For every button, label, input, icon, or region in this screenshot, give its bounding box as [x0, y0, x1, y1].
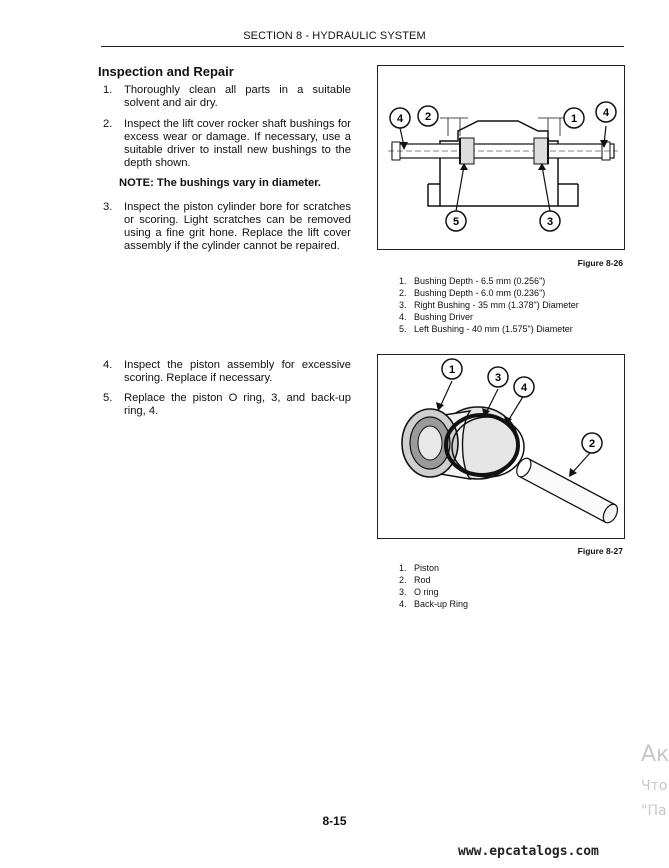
callout-2: 2 [424, 111, 432, 123]
step-4 [103, 359, 349, 385]
legend-number: 3. [399, 587, 407, 597]
step-number: 4. [103, 359, 113, 371]
callout-4: 4 [520, 382, 528, 394]
header-rule [101, 46, 624, 47]
watermark-line-2: Что [641, 778, 668, 794]
piston-assembly-diagram [378, 355, 624, 538]
page-header-title: SECTION 8 - HYDRAULIC SYSTEM [243, 30, 426, 42]
legend-text: Bushing Driver [414, 312, 474, 322]
bushing-note: NOTE: The bushings vary in diameter. [119, 177, 322, 189]
legend-number: 5. [399, 324, 407, 334]
legend-number: 4. [399, 312, 407, 322]
legend-item [399, 598, 549, 610]
figure-8-27-illustration [377, 354, 625, 539]
step-3 [103, 201, 349, 253]
step-number: 1. [103, 84, 113, 96]
step-5 [103, 392, 349, 418]
legend-item [399, 574, 549, 586]
figure-8-27-label: Figure 8-27 [577, 546, 623, 556]
watermark-line-3: "Па [641, 803, 667, 819]
step-text: Inspect the lift cover rocker shaft bushings for excess wear or damage. If necessary, use a suitable driver to install new bushings to the depth shown. [124, 118, 351, 169]
step-number: 5. [103, 392, 113, 404]
legend-text: Back-up Ring [414, 599, 469, 609]
callout-5: 5 [452, 216, 460, 228]
callout-3: 3 [546, 216, 554, 228]
step-1 [103, 84, 349, 110]
section-heading: Inspection and Repair [98, 64, 234, 79]
legend-text: Piston [414, 563, 440, 573]
rocker-shaft-bushing-diagram [378, 66, 624, 249]
watermark-line-1: Ак [641, 742, 669, 767]
figure-8-27-legend [399, 562, 549, 610]
figure-8-26-label: Figure 8-26 [577, 258, 623, 268]
legend-text: Left Bushing - 40 mm (1.575") Diameter [414, 324, 573, 334]
legend-item [399, 586, 549, 598]
legend-text: Right Bushing - 35 mm (1.378") Diameter [414, 300, 579, 310]
callout-1: 1 [570, 113, 578, 125]
step-text: Inspect the piston cylinder bore for scratches or scoring. Light scratches can be removed using a fine grit hone. Replace the lift cover assembly if the cylinder cannot be repaired. [124, 201, 351, 252]
step-text: Replace the piston O ring, 3, and back-up ring, 4. [124, 392, 351, 417]
legend-number: 4. [399, 599, 407, 609]
callout-3: 3 [494, 372, 502, 384]
legend-text: Bushing Depth - 6.5 mm (0.256") [414, 276, 546, 286]
legend-number: 2. [399, 288, 407, 298]
step-text: Inspect the piston assembly for excessive scoring. Replace if necessary. [124, 359, 351, 384]
page-number: 8-15 [322, 814, 347, 828]
legend-item [399, 562, 549, 574]
callout-4-left: 4 [396, 113, 404, 125]
legend-item [399, 299, 623, 311]
legend-item [399, 311, 623, 323]
legend-number: 2. [399, 575, 407, 585]
figure-8-26-legend [399, 275, 623, 335]
step-number: 3. [103, 201, 113, 213]
legend-number: 3. [399, 300, 407, 310]
step-number: 2. [103, 118, 113, 130]
legend-text: Rod [414, 575, 431, 585]
callout-1: 1 [448, 364, 456, 376]
step-text: Thoroughly clean all parts in a suitable solvent and air dry. [124, 84, 351, 109]
legend-item [399, 275, 623, 287]
step-2 [103, 118, 349, 170]
legend-item [399, 323, 623, 335]
callout-4-right: 4 [602, 107, 610, 119]
callout-2: 2 [588, 438, 596, 450]
footer-url: www.epcatalogs.com [458, 844, 599, 859]
legend-number: 1. [399, 563, 407, 573]
figure-8-26-illustration [377, 65, 625, 250]
legend-item [399, 287, 623, 299]
legend-text: Bushing Depth - 6.0 mm (0.236") [414, 288, 546, 298]
legend-number: 1. [399, 276, 407, 286]
legend-text: O ring [414, 587, 439, 597]
